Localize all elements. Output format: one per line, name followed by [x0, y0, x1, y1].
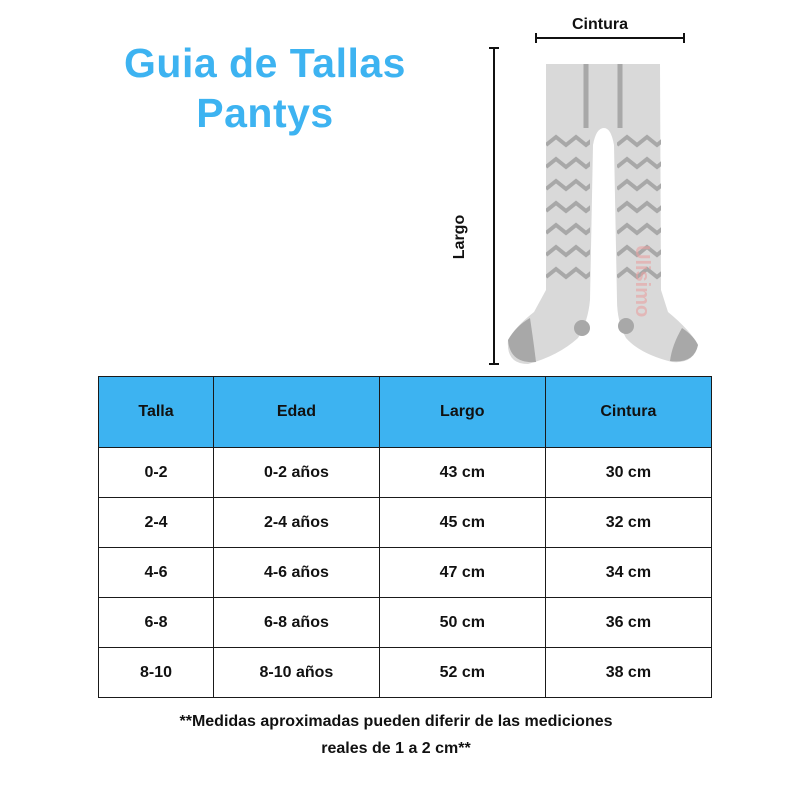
cell-cintura: 36 cm [545, 598, 711, 648]
waist-dimension-label: Cintura [572, 16, 628, 33]
table-row [99, 498, 712, 548]
header-edad: Edad [214, 377, 380, 448]
table-row [99, 448, 712, 498]
cell-talla: 0-2 [99, 448, 214, 498]
disclaimer-line-2: reales de 1 a 2 cm** [321, 740, 471, 757]
tights-illustration [440, 20, 720, 370]
disclaimer-line-1: **Medidas aproximadas pueden diferir de las mediciones [179, 713, 613, 730]
brand-watermark: Ulisimo [631, 245, 653, 318]
header-cintura: Cintura [545, 377, 711, 448]
table-row [99, 648, 712, 698]
cell-largo: 50 cm [379, 598, 545, 648]
page-title [80, 38, 450, 138]
length-dimension-label: Largo [451, 214, 469, 260]
size-table [98, 376, 712, 698]
cell-edad: 4-6 años [214, 548, 380, 598]
length-dimension-line [489, 48, 499, 364]
table-header-row [99, 377, 712, 448]
cell-talla: 2-4 [99, 498, 214, 548]
cell-edad: 6-8 años [214, 598, 380, 648]
cell-talla: 4-6 [99, 548, 214, 598]
header-largo: Largo [379, 377, 545, 448]
cell-largo: 45 cm [379, 498, 545, 548]
cell-edad: 8-10 años [214, 648, 380, 698]
cell-cintura: 30 cm [545, 448, 711, 498]
cell-talla: 8-10 [99, 648, 214, 698]
cell-largo: 52 cm [379, 648, 545, 698]
measurement-disclaimer [90, 708, 702, 762]
cell-largo: 47 cm [379, 548, 545, 598]
table-row [99, 598, 712, 648]
cell-largo: 43 cm [379, 448, 545, 498]
tights-body [508, 64, 698, 364]
waist-dimension-line [536, 33, 684, 43]
cell-talla: 6-8 [99, 598, 214, 648]
table-row [99, 548, 712, 598]
cell-edad: 0-2 años [214, 448, 380, 498]
title-line-1: Guia de Tallas [124, 40, 406, 86]
title-line-2: Pantys [196, 90, 334, 136]
cell-cintura: 32 cm [545, 498, 711, 548]
cell-cintura: 34 cm [545, 548, 711, 598]
header-talla: Talla [99, 377, 214, 448]
cell-cintura: 38 cm [545, 648, 711, 698]
cell-edad: 2-4 años [214, 498, 380, 548]
